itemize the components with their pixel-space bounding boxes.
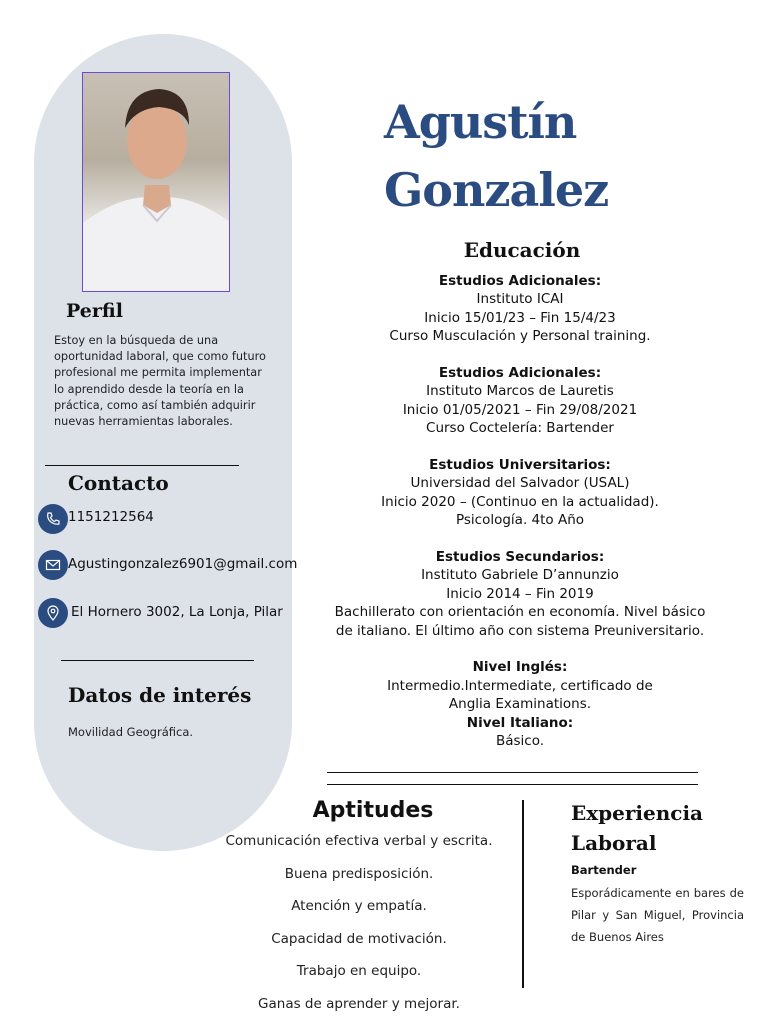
name-last: Gonzalez [384, 163, 609, 217]
education-line: Inicio 2020 – (Continuo en la actualidad). [381, 493, 659, 510]
perfil-title: Perfil [66, 300, 123, 322]
education-line: Básico. [495, 733, 545, 750]
educacion-title: Educación [463, 238, 581, 262]
education-entry [326, 658, 714, 713]
education-entry [326, 548, 714, 640]
education-line: Bachillerato con orientación en economía. Nivel básico de italiano. El último año con sistema Preuniversitario. [334, 604, 706, 639]
phone-number: 1151212564 [68, 509, 154, 525]
list-item: Buena predisposición. [284, 865, 434, 882]
list-item: Comunicación efectiva verbal y escrita. [225, 833, 493, 849]
education-heading: Estudios Adicionales: [438, 273, 602, 289]
experiencia-role: Bartender [571, 863, 637, 877]
divider [327, 772, 698, 773]
column-divider [522, 800, 524, 988]
phone-icon [38, 504, 68, 534]
experiencia-desc: Esporádicamente en bares de Pilar y San Miguel, Provincia de Buenos Aires [571, 886, 744, 944]
education-entry [326, 714, 714, 751]
list-item: Capacidad de motivación. [271, 930, 447, 947]
aptitudes-list [220, 830, 498, 1026]
education-entry [326, 364, 714, 438]
email-address: Agustingonzalez6901@gmail.com [68, 556, 298, 572]
experiencia-title-line2: Laboral [571, 831, 657, 855]
mail-icon [38, 550, 68, 580]
divider [45, 465, 239, 466]
aptitudes-title: Aptitudes [312, 798, 434, 823]
education-line: Instituto ICAI [476, 291, 564, 308]
education-heading: Estudios Adicionales: [438, 365, 602, 382]
list-item: Trabajo en equipo. [296, 963, 422, 980]
educacion-list [326, 272, 714, 751]
interes-text: Movilidad Geográfica. [68, 725, 194, 739]
divider [327, 784, 698, 785]
education-entry [326, 456, 714, 530]
education-line: Inicio 01/05/2021 – Fin 29/08/2021 [402, 401, 638, 418]
address: El Hornero 3002, La Lonja, Pilar [71, 604, 283, 620]
name-first: Agustín [384, 95, 577, 149]
list-item: Ganas de aprender y mejorar. [258, 995, 460, 1012]
education-entry [326, 272, 714, 346]
education-line: Inicio 2014 – Fin 2019 [446, 585, 594, 602]
perfil-text: Estoy en la búsqueda de una oportunidad laboral, que como futuro profesional me permita implementar lo aprendido desde la teoría en la práctica, como así también adquirir nuevas herramientas laborales. [54, 334, 266, 429]
education-line: Intermedio.Intermediate, certificado de Anglia Examinations. [387, 677, 653, 713]
profile-photo [82, 72, 230, 292]
education-line: Instituto Gabriele D’annunzio [421, 567, 619, 584]
education-line: Curso Musculación y Personal training. [389, 328, 651, 345]
education-heading: Estudios Secundarios: [435, 549, 605, 566]
education-line: Inicio 15/01/23 – Fin 15/4/23 [424, 309, 616, 326]
experiencia-title-line1: Experiencia [571, 801, 704, 825]
education-heading: Estudios Universitarios: [429, 457, 611, 474]
education-line: Psicología. 4to Año [455, 512, 585, 529]
education-heading: Nivel Italiano: [466, 714, 574, 731]
contacto-title: Contacto [68, 471, 169, 495]
location-pin-icon [38, 598, 68, 628]
education-line: Instituto Marcos de Lauretis [426, 383, 614, 400]
divider [61, 660, 254, 661]
education-line: Universidad del Salvador (USAL) [410, 475, 630, 492]
experiencia-title [571, 798, 703, 858]
list-item: Atención y empatía. [291, 898, 427, 915]
interes-title: Datos de interés [68, 683, 252, 707]
education-heading: Nivel Inglés: [472, 659, 568, 676]
education-line: Curso Coctelería: Bartender [426, 420, 614, 437]
